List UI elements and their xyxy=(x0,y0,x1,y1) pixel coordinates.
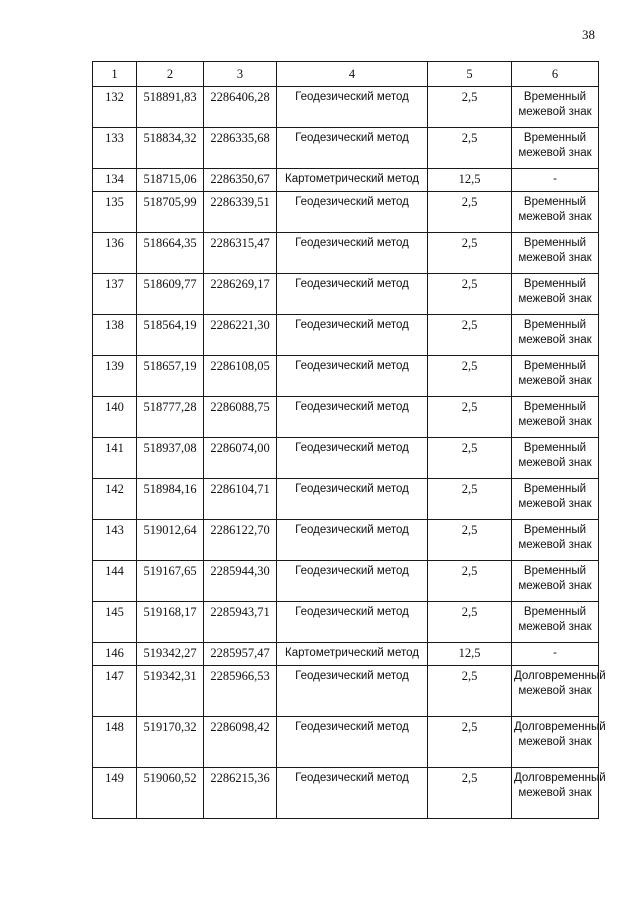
cell-x-coordinate: 518664,35 xyxy=(137,233,204,274)
table-body xyxy=(93,87,606,819)
cell-y-coordinate: 2286269,17 xyxy=(204,274,277,315)
cell-method: Геодезический метод xyxy=(277,717,428,768)
cell-x-coordinate: 519342,31 xyxy=(137,666,204,717)
cell-accuracy: 2,5 xyxy=(428,666,512,717)
cell-accuracy: 2,5 xyxy=(428,520,512,561)
cell-point-number: 147 xyxy=(93,666,137,717)
cell-x-coordinate: 519170,32 xyxy=(137,717,204,768)
cell-point-number: 133 xyxy=(93,128,137,169)
cell-accuracy: 2,5 xyxy=(428,397,512,438)
column-header: 3 xyxy=(204,62,277,87)
cell-accuracy: 2,5 xyxy=(428,768,512,819)
table-row xyxy=(93,169,599,192)
cell-sign-type: Временный межевой знак xyxy=(512,520,599,561)
cell-point-number: 145 xyxy=(93,602,137,643)
table-row xyxy=(93,479,599,520)
cell-y-coordinate: 2286088,75 xyxy=(204,397,277,438)
cell-y-coordinate: 2285943,71 xyxy=(204,602,277,643)
table-row xyxy=(93,643,599,666)
cell-sign-type: Временный межевой знак xyxy=(512,602,599,643)
cell-method: Геодезический метод xyxy=(277,479,428,520)
cell-method: Геодезический метод xyxy=(277,315,428,356)
table-row xyxy=(93,274,599,315)
cell-accuracy: 2,5 xyxy=(428,274,512,315)
cell-point-number: 135 xyxy=(93,192,137,233)
cell-y-coordinate: 2286350,67 xyxy=(204,169,277,192)
cell-sign-type: Временный межевой знак xyxy=(512,192,599,233)
cell-accuracy: 2,5 xyxy=(428,233,512,274)
table-header-row xyxy=(93,62,599,87)
cell-x-coordinate: 519060,52 xyxy=(137,768,204,819)
cell-x-coordinate: 518657,19 xyxy=(137,356,204,397)
cell-point-number: 132 xyxy=(93,87,137,128)
cell-accuracy: 2,5 xyxy=(428,717,512,768)
cell-x-coordinate: 519167,65 xyxy=(137,561,204,602)
cell-sign-type: Временный межевой знак xyxy=(512,561,599,602)
table-row xyxy=(93,356,599,397)
column-header: 5 xyxy=(428,62,512,87)
cell-y-coordinate: 2286335,68 xyxy=(204,128,277,169)
cell-x-coordinate: 518609,77 xyxy=(137,274,204,315)
cell-method: Геодезический метод xyxy=(277,274,428,315)
cell-point-number: 143 xyxy=(93,520,137,561)
cell-accuracy: 2,5 xyxy=(428,438,512,479)
cell-x-coordinate: 518715,06 xyxy=(137,169,204,192)
cell-sign-type: Временный межевой знак xyxy=(512,274,599,315)
cell-accuracy: 2,5 xyxy=(428,602,512,643)
cell-x-coordinate: 519342,27 xyxy=(137,643,204,666)
cell-x-coordinate: 518777,28 xyxy=(137,397,204,438)
cell-accuracy: 12,5 xyxy=(428,169,512,192)
column-header: 6 xyxy=(512,62,599,87)
table-row xyxy=(93,768,599,819)
table-row xyxy=(93,128,599,169)
cell-x-coordinate: 518705,99 xyxy=(137,192,204,233)
cell-x-coordinate: 519012,64 xyxy=(137,520,204,561)
cell-accuracy: 2,5 xyxy=(428,192,512,233)
cell-point-number: 141 xyxy=(93,438,137,479)
cell-method: Геодезический метод xyxy=(277,356,428,397)
table-row xyxy=(93,666,599,717)
cell-point-number: 139 xyxy=(93,356,137,397)
cell-sign-type: Временный межевой знак xyxy=(512,356,599,397)
cell-x-coordinate: 518891,83 xyxy=(137,87,204,128)
cell-accuracy: 2,5 xyxy=(428,479,512,520)
column-header: 1 xyxy=(93,62,137,87)
cell-sign-type: Долговременный межевой знак xyxy=(512,666,599,717)
table-row xyxy=(93,233,599,274)
table-row xyxy=(93,192,599,233)
cell-y-coordinate: 2286315,47 xyxy=(204,233,277,274)
cell-y-coordinate: 2286215,36 xyxy=(204,768,277,819)
cell-point-number: 134 xyxy=(93,169,137,192)
cell-x-coordinate: 518564,19 xyxy=(137,315,204,356)
boundary-points-table xyxy=(92,61,606,819)
cell-y-coordinate: 2286221,30 xyxy=(204,315,277,356)
cell-method: Геодезический метод xyxy=(277,87,428,128)
cell-y-coordinate: 2285966,53 xyxy=(204,666,277,717)
cell-sign-type: - xyxy=(512,643,599,666)
page-number: 38 xyxy=(582,27,595,42)
cell-sign-type: Временный межевой знак xyxy=(512,315,599,356)
cell-y-coordinate: 2285944,30 xyxy=(204,561,277,602)
cell-point-number: 146 xyxy=(93,643,137,666)
cell-y-coordinate: 2286108,05 xyxy=(204,356,277,397)
cell-method: Геодезический метод xyxy=(277,233,428,274)
cell-point-number: 137 xyxy=(93,274,137,315)
cell-point-number: 140 xyxy=(93,397,137,438)
cell-point-number: 148 xyxy=(93,717,137,768)
cell-sign-type: Долговременный межевой знак xyxy=(512,768,599,819)
cell-accuracy: 2,5 xyxy=(428,561,512,602)
cell-accuracy: 2,5 xyxy=(428,315,512,356)
table-row xyxy=(93,438,599,479)
cell-point-number: 136 xyxy=(93,233,137,274)
column-header: 2 xyxy=(137,62,204,87)
cell-method: Геодезический метод xyxy=(277,397,428,438)
cell-sign-type: Долговременный межевой знак xyxy=(512,717,599,768)
table-row xyxy=(93,315,599,356)
cell-method: Геодезический метод xyxy=(277,602,428,643)
cell-x-coordinate: 518834,32 xyxy=(137,128,204,169)
cell-point-number: 149 xyxy=(93,768,137,819)
cell-y-coordinate: 2286104,71 xyxy=(204,479,277,520)
cell-y-coordinate: 2286122,70 xyxy=(204,520,277,561)
cell-accuracy: 2,5 xyxy=(428,128,512,169)
cell-y-coordinate: 2286074,00 xyxy=(204,438,277,479)
cell-sign-type: Временный межевой знак xyxy=(512,479,599,520)
table-row xyxy=(93,602,599,643)
cell-sign-type: Временный межевой знак xyxy=(512,87,599,128)
table-row xyxy=(93,520,599,561)
cell-method: Геодезический метод xyxy=(277,128,428,169)
cell-x-coordinate: 518937,08 xyxy=(137,438,204,479)
cell-y-coordinate: 2286406,28 xyxy=(204,87,277,128)
cell-sign-type: Временный межевой знак xyxy=(512,233,599,274)
cell-point-number: 142 xyxy=(93,479,137,520)
table-row xyxy=(93,561,599,602)
table-row xyxy=(93,717,599,768)
column-header: 4 xyxy=(277,62,428,87)
cell-method: Геодезический метод xyxy=(277,520,428,561)
cell-method: Геодезический метод xyxy=(277,192,428,233)
cell-x-coordinate: 518984,16 xyxy=(137,479,204,520)
table-row xyxy=(93,397,599,438)
cell-point-number: 144 xyxy=(93,561,137,602)
cell-method: Геодезический метод xyxy=(277,561,428,602)
cell-y-coordinate: 2286098,42 xyxy=(204,717,277,768)
cell-sign-type: Временный межевой знак xyxy=(512,438,599,479)
cell-y-coordinate: 2286339,51 xyxy=(204,192,277,233)
cell-accuracy: 12,5 xyxy=(428,643,512,666)
cell-method: Картометрический метод xyxy=(277,169,428,192)
cell-method: Геодезический метод xyxy=(277,438,428,479)
cell-method: Геодезический метод xyxy=(277,768,428,819)
table-row xyxy=(93,87,599,128)
cell-accuracy: 2,5 xyxy=(428,87,512,128)
cell-method: Геодезический метод xyxy=(277,666,428,717)
cell-sign-type: Временный межевой знак xyxy=(512,397,599,438)
cell-y-coordinate: 2285957,47 xyxy=(204,643,277,666)
cell-x-coordinate: 519168,17 xyxy=(137,602,204,643)
cell-sign-type: - xyxy=(512,169,599,192)
cell-point-number: 138 xyxy=(93,315,137,356)
cell-sign-type: Временный межевой знак xyxy=(512,128,599,169)
cell-method: Картометрический метод xyxy=(277,643,428,666)
cell-accuracy: 2,5 xyxy=(428,356,512,397)
